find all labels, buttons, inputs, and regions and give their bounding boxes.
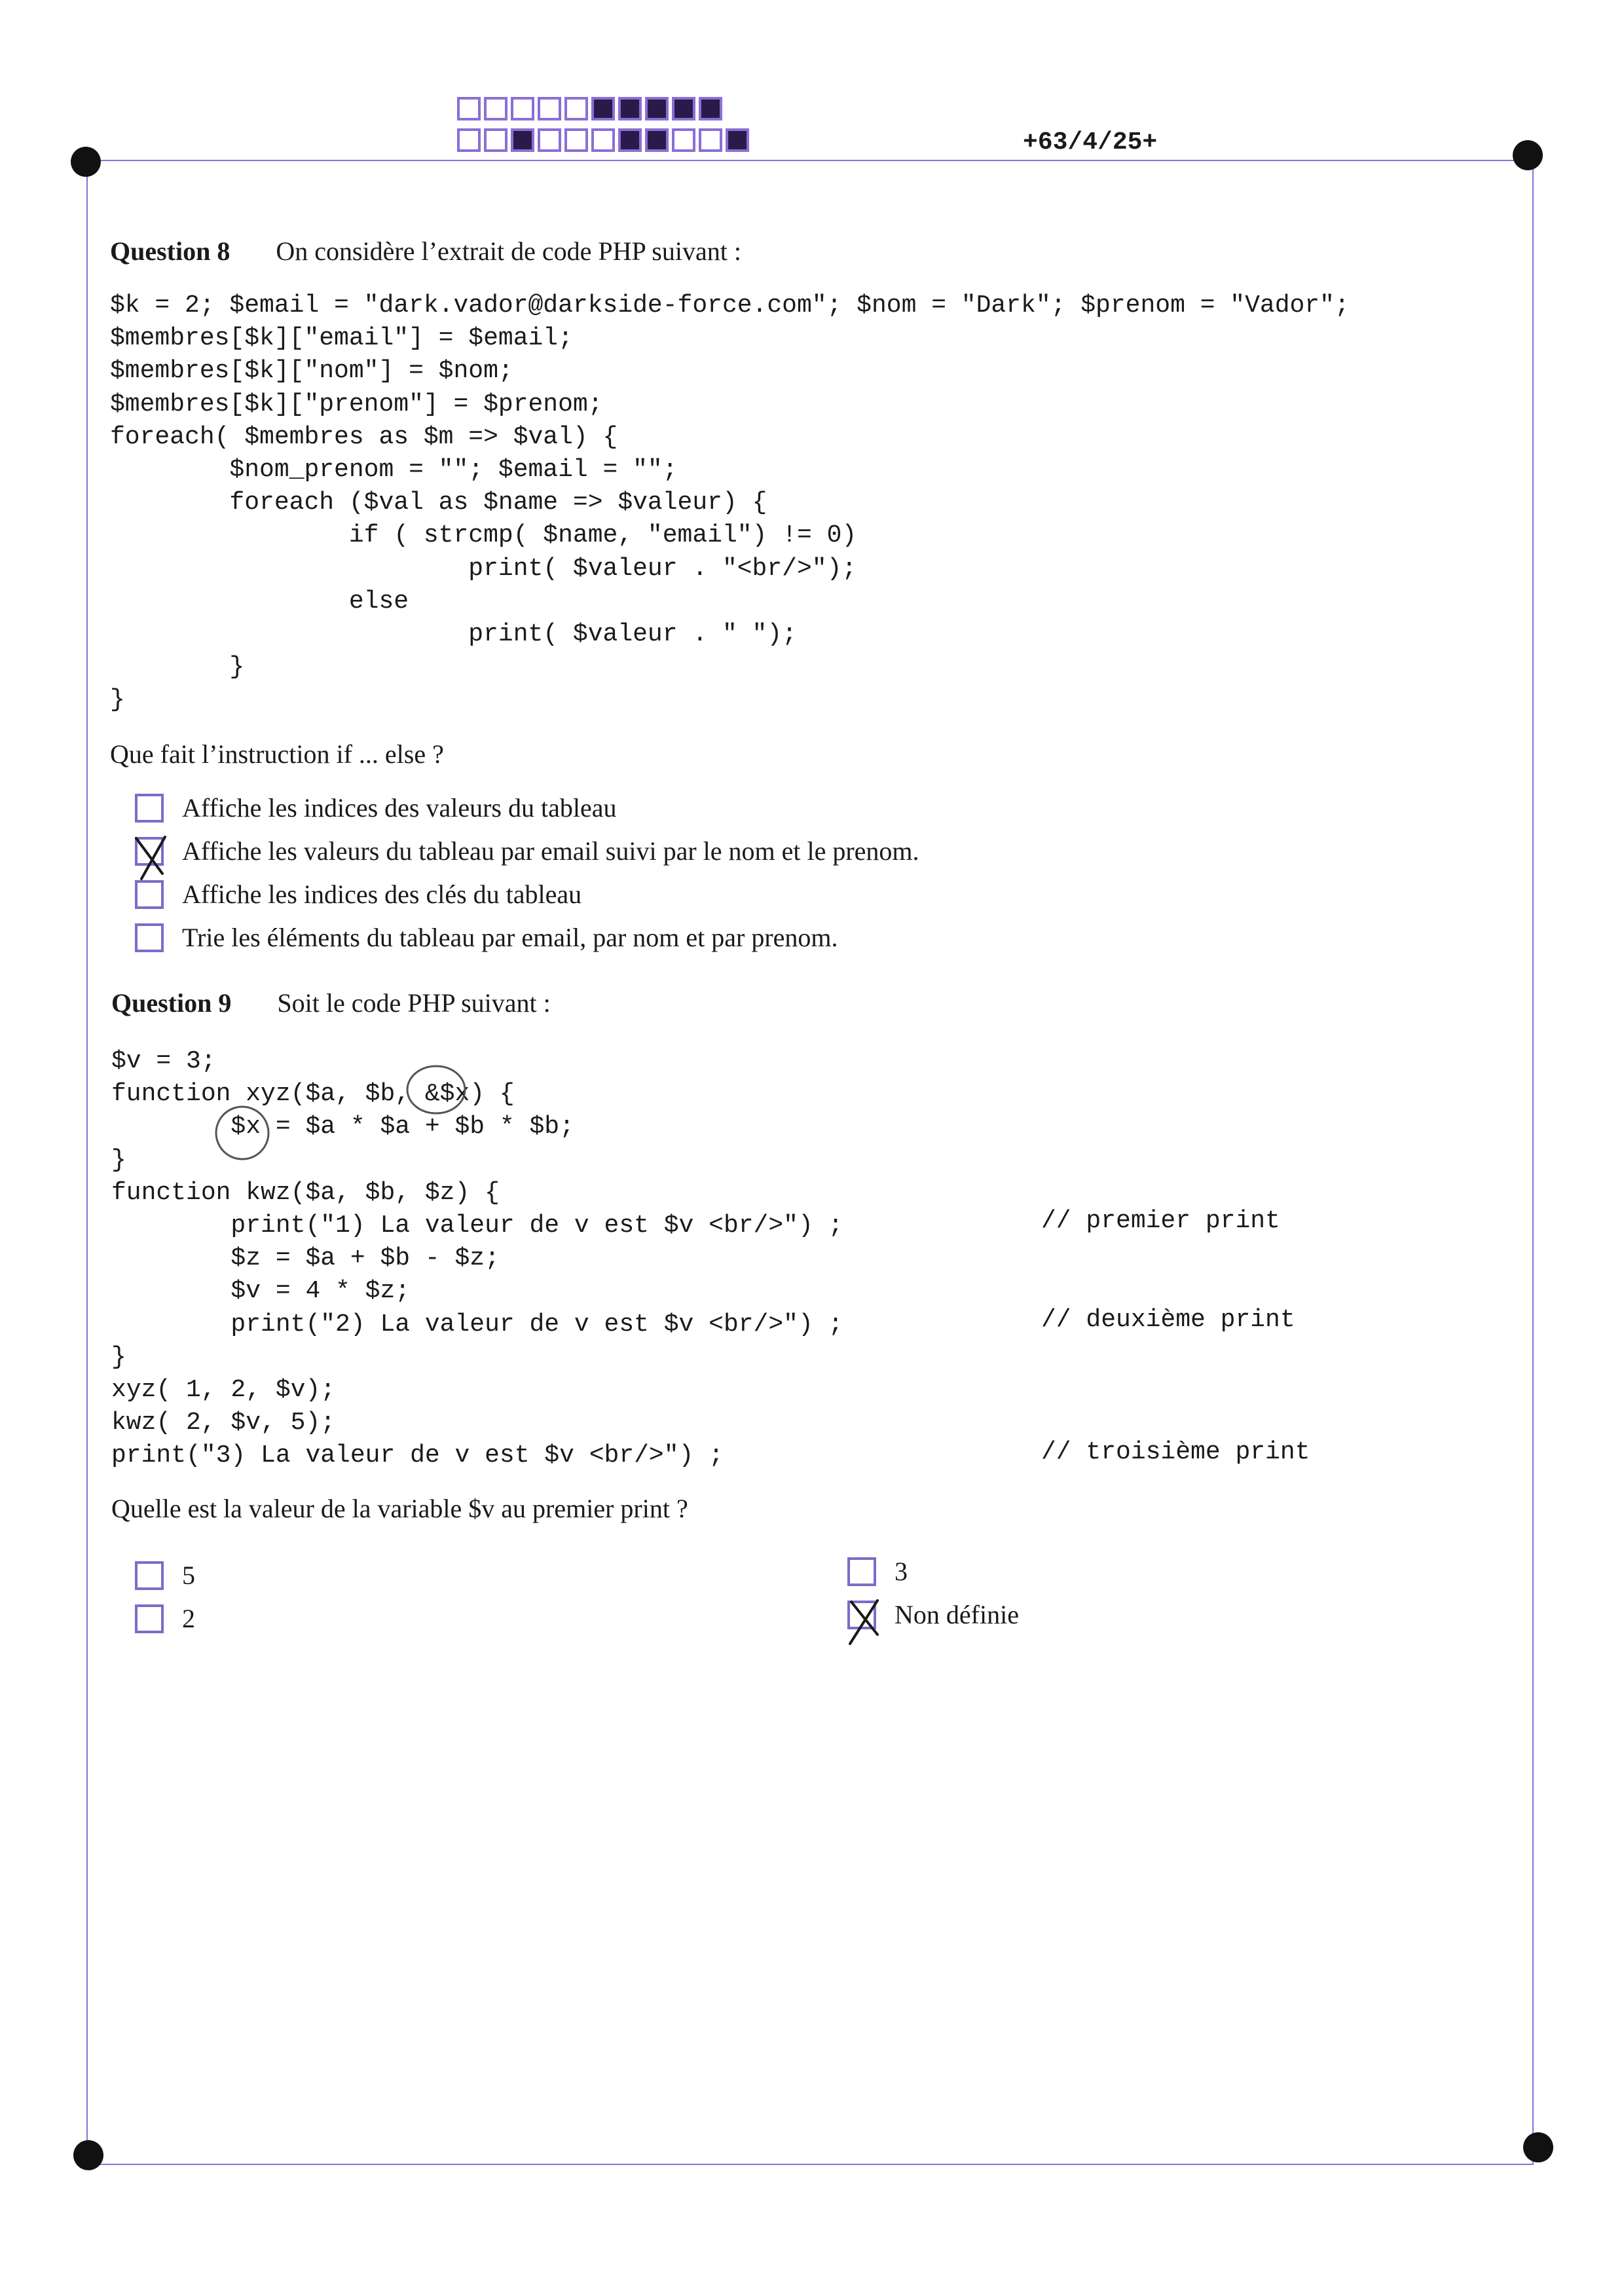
code-cell: [484, 128, 507, 152]
code-line: $membres[$k]["prenom"] = $prenom;: [110, 390, 603, 418]
code-cell: [591, 97, 615, 120]
code-line: kwz( 2, $v, 5);: [111, 1409, 336, 1437]
question-8-heading: [110, 236, 741, 267]
code-line: print( $valeur . " ");: [110, 620, 797, 648]
question-9-option-non-definie[interactable]: [847, 1599, 1019, 1630]
checkbox[interactable]: [135, 1561, 164, 1590]
code-cell: [618, 97, 642, 120]
code-line: foreach ($val as $name => $valeur) {: [110, 489, 767, 517]
code-line: print("2) La valeur de v est $v <br/>") ;: [111, 1310, 843, 1339]
code-cell: [645, 128, 669, 152]
code-line: }: [110, 653, 245, 682]
question-8-option-2[interactable]: [135, 836, 919, 866]
code-line: $v = 3;: [111, 1047, 216, 1075]
code-line: print("1) La valeur de v est $v <br/>") ;: [111, 1211, 843, 1240]
code-cell: [457, 128, 481, 152]
registration-mark-top-right: [1513, 140, 1543, 170]
option-label: Affiche les indices des valeurs du tableau: [182, 793, 617, 823]
code-line: if ( strcmp( $name, "email") != 0): [110, 521, 857, 550]
binary-code-row-top: [457, 97, 726, 120]
code-line: function xyz($a, $b, &$x) {: [111, 1080, 515, 1109]
code-line: $v = 4 * $z;: [111, 1277, 411, 1306]
question-9-code-block: [111, 1045, 843, 1472]
code-cell: [618, 128, 642, 152]
code-line: $nom_prenom = ""; $email = "";: [110, 455, 678, 484]
code-line: xyz( 1, 2, $v);: [111, 1375, 336, 1404]
question-9-text: Soit le code PHP suivant :: [277, 988, 551, 1018]
code-cell: [645, 97, 669, 120]
code-cell: [564, 97, 588, 120]
question-9-label: Question 9: [111, 988, 232, 1018]
registration-mark-bottom-left: [73, 2140, 103, 2170]
option-label: Affiche les indices des clés du tableau: [182, 880, 582, 909]
page-identifier: +63/4/25+: [1023, 128, 1158, 157]
code-cell: [538, 97, 561, 120]
code-line: $membres[$k]["nom"] = $nom;: [110, 357, 513, 386]
question-8-label: Question 8: [110, 236, 231, 266]
code-cell: [591, 128, 615, 152]
question-9-option-2[interactable]: [135, 1603, 195, 1634]
code-line: $x = $a * $a + $b * $b;: [111, 1113, 574, 1141]
question-8-text: On considère l’extrait de code PHP suivant :: [276, 236, 741, 266]
checkbox[interactable]: [847, 1557, 876, 1586]
question-9-prompt: Quelle est la valeur de la variable $v au premier print ?: [111, 1494, 688, 1523]
registration-mark-top-left: [71, 147, 101, 177]
code-cell: [672, 97, 695, 120]
cross-mark-icon: [132, 833, 172, 880]
checkbox[interactable]: [135, 880, 164, 909]
code-cell: [484, 97, 507, 120]
option-label: 5: [182, 1561, 195, 1590]
code-line: }: [111, 1342, 126, 1371]
option-label: Non définie: [895, 1600, 1019, 1629]
question-8-prompt: Que fait l’instruction if ... else ?: [110, 739, 444, 769]
question-9-heading: [111, 988, 551, 1018]
checkbox[interactable]: [135, 794, 164, 823]
code-line: $membres[$k]["email"] = $email;: [110, 324, 573, 353]
registration-mark-bottom-right: [1523, 2132, 1553, 2162]
code-cell: [564, 128, 588, 152]
code-cell: [726, 128, 749, 152]
code-cell: [672, 128, 695, 152]
option-label: Affiche les valeurs du tableau par email suivi par le nom et le prenom.: [182, 836, 919, 866]
code-line: $k = 2; $email = "dark.vador@darkside-force.com"; $nom = "Dark"; $prenom = "Vador";: [110, 291, 1350, 320]
checkbox[interactable]: [135, 1604, 164, 1633]
code-line: $z = $a + $b - $z;: [111, 1244, 500, 1273]
code-line: print( $valeur . "<br/>");: [110, 554, 857, 583]
option-label: 3: [895, 1557, 908, 1586]
checkbox-checked[interactable]: [847, 1601, 876, 1629]
code-cell: [699, 97, 722, 120]
comment-first-print: // premier print: [1041, 1207, 1280, 1235]
code-line: else: [110, 587, 409, 616]
question-8-option-3[interactable]: [135, 879, 581, 910]
code-cell: [511, 128, 534, 152]
code-cell: [699, 128, 722, 152]
option-label: Trie les éléments du tableau par email, par nom et par prenom.: [182, 923, 838, 952]
question-8-option-1[interactable]: [135, 792, 616, 823]
option-label: 2: [182, 1604, 195, 1633]
code-line: }: [111, 1145, 126, 1174]
comment-second-print: // deuxième print: [1041, 1306, 1295, 1334]
question-9-option-5[interactable]: [135, 1560, 195, 1591]
code-cell: [457, 97, 481, 120]
comment-third-print: // troisième print: [1041, 1438, 1310, 1466]
binary-code-row-bottom: [457, 128, 752, 152]
code-line: print("3) La valeur de v est $v <br/>") ;: [111, 1441, 724, 1470]
code-cell: [538, 128, 561, 152]
checkbox[interactable]: [135, 923, 164, 952]
question-9-option-3[interactable]: [847, 1556, 908, 1587]
question-8-option-4[interactable]: [135, 922, 838, 953]
code-line: function kwz($a, $b, $z) {: [111, 1178, 500, 1207]
code-line: }: [110, 686, 125, 714]
cross-mark-icon: [845, 1597, 884, 1644]
checkbox-checked[interactable]: [135, 837, 164, 866]
code-line: foreach( $membres as $m => $val) {: [110, 422, 618, 451]
question-8-code-block: [110, 289, 1350, 716]
code-cell: [511, 97, 534, 120]
